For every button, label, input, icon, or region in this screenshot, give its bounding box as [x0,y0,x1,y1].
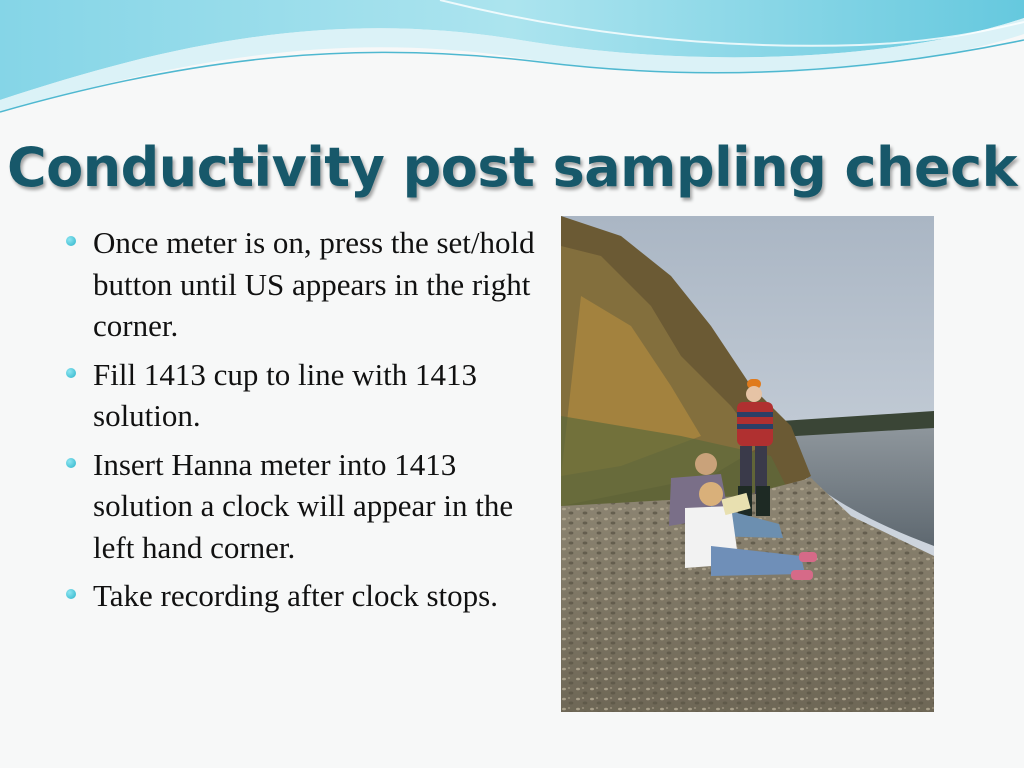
bullet-item [60,575,540,617]
bullet-dot-icon [66,236,76,246]
bullet-item [60,444,540,569]
bullet-dot-icon [66,458,76,468]
riverbank-photo [561,216,934,712]
bullet-list [60,222,540,624]
bullet-dot-icon [66,368,76,378]
bullet-text: Fill 1413 cup to line with 1413 solution. [93,356,478,433]
bullet-text: Take recording after clock stops. [93,578,498,613]
bullet-item [60,354,540,437]
slide-title: Conductivity post sampling check [6,136,1018,199]
bullet-text: Once meter is on, press the set/hold button until US appears in the right corner. [93,225,535,343]
bullet-text: Insert Hanna meter into 1413 solution a clock will appear in the left hand corner. [93,446,514,565]
wave-header-decoration [0,0,1024,120]
bullet-item [60,222,540,347]
bullet-dot-icon [66,589,76,599]
